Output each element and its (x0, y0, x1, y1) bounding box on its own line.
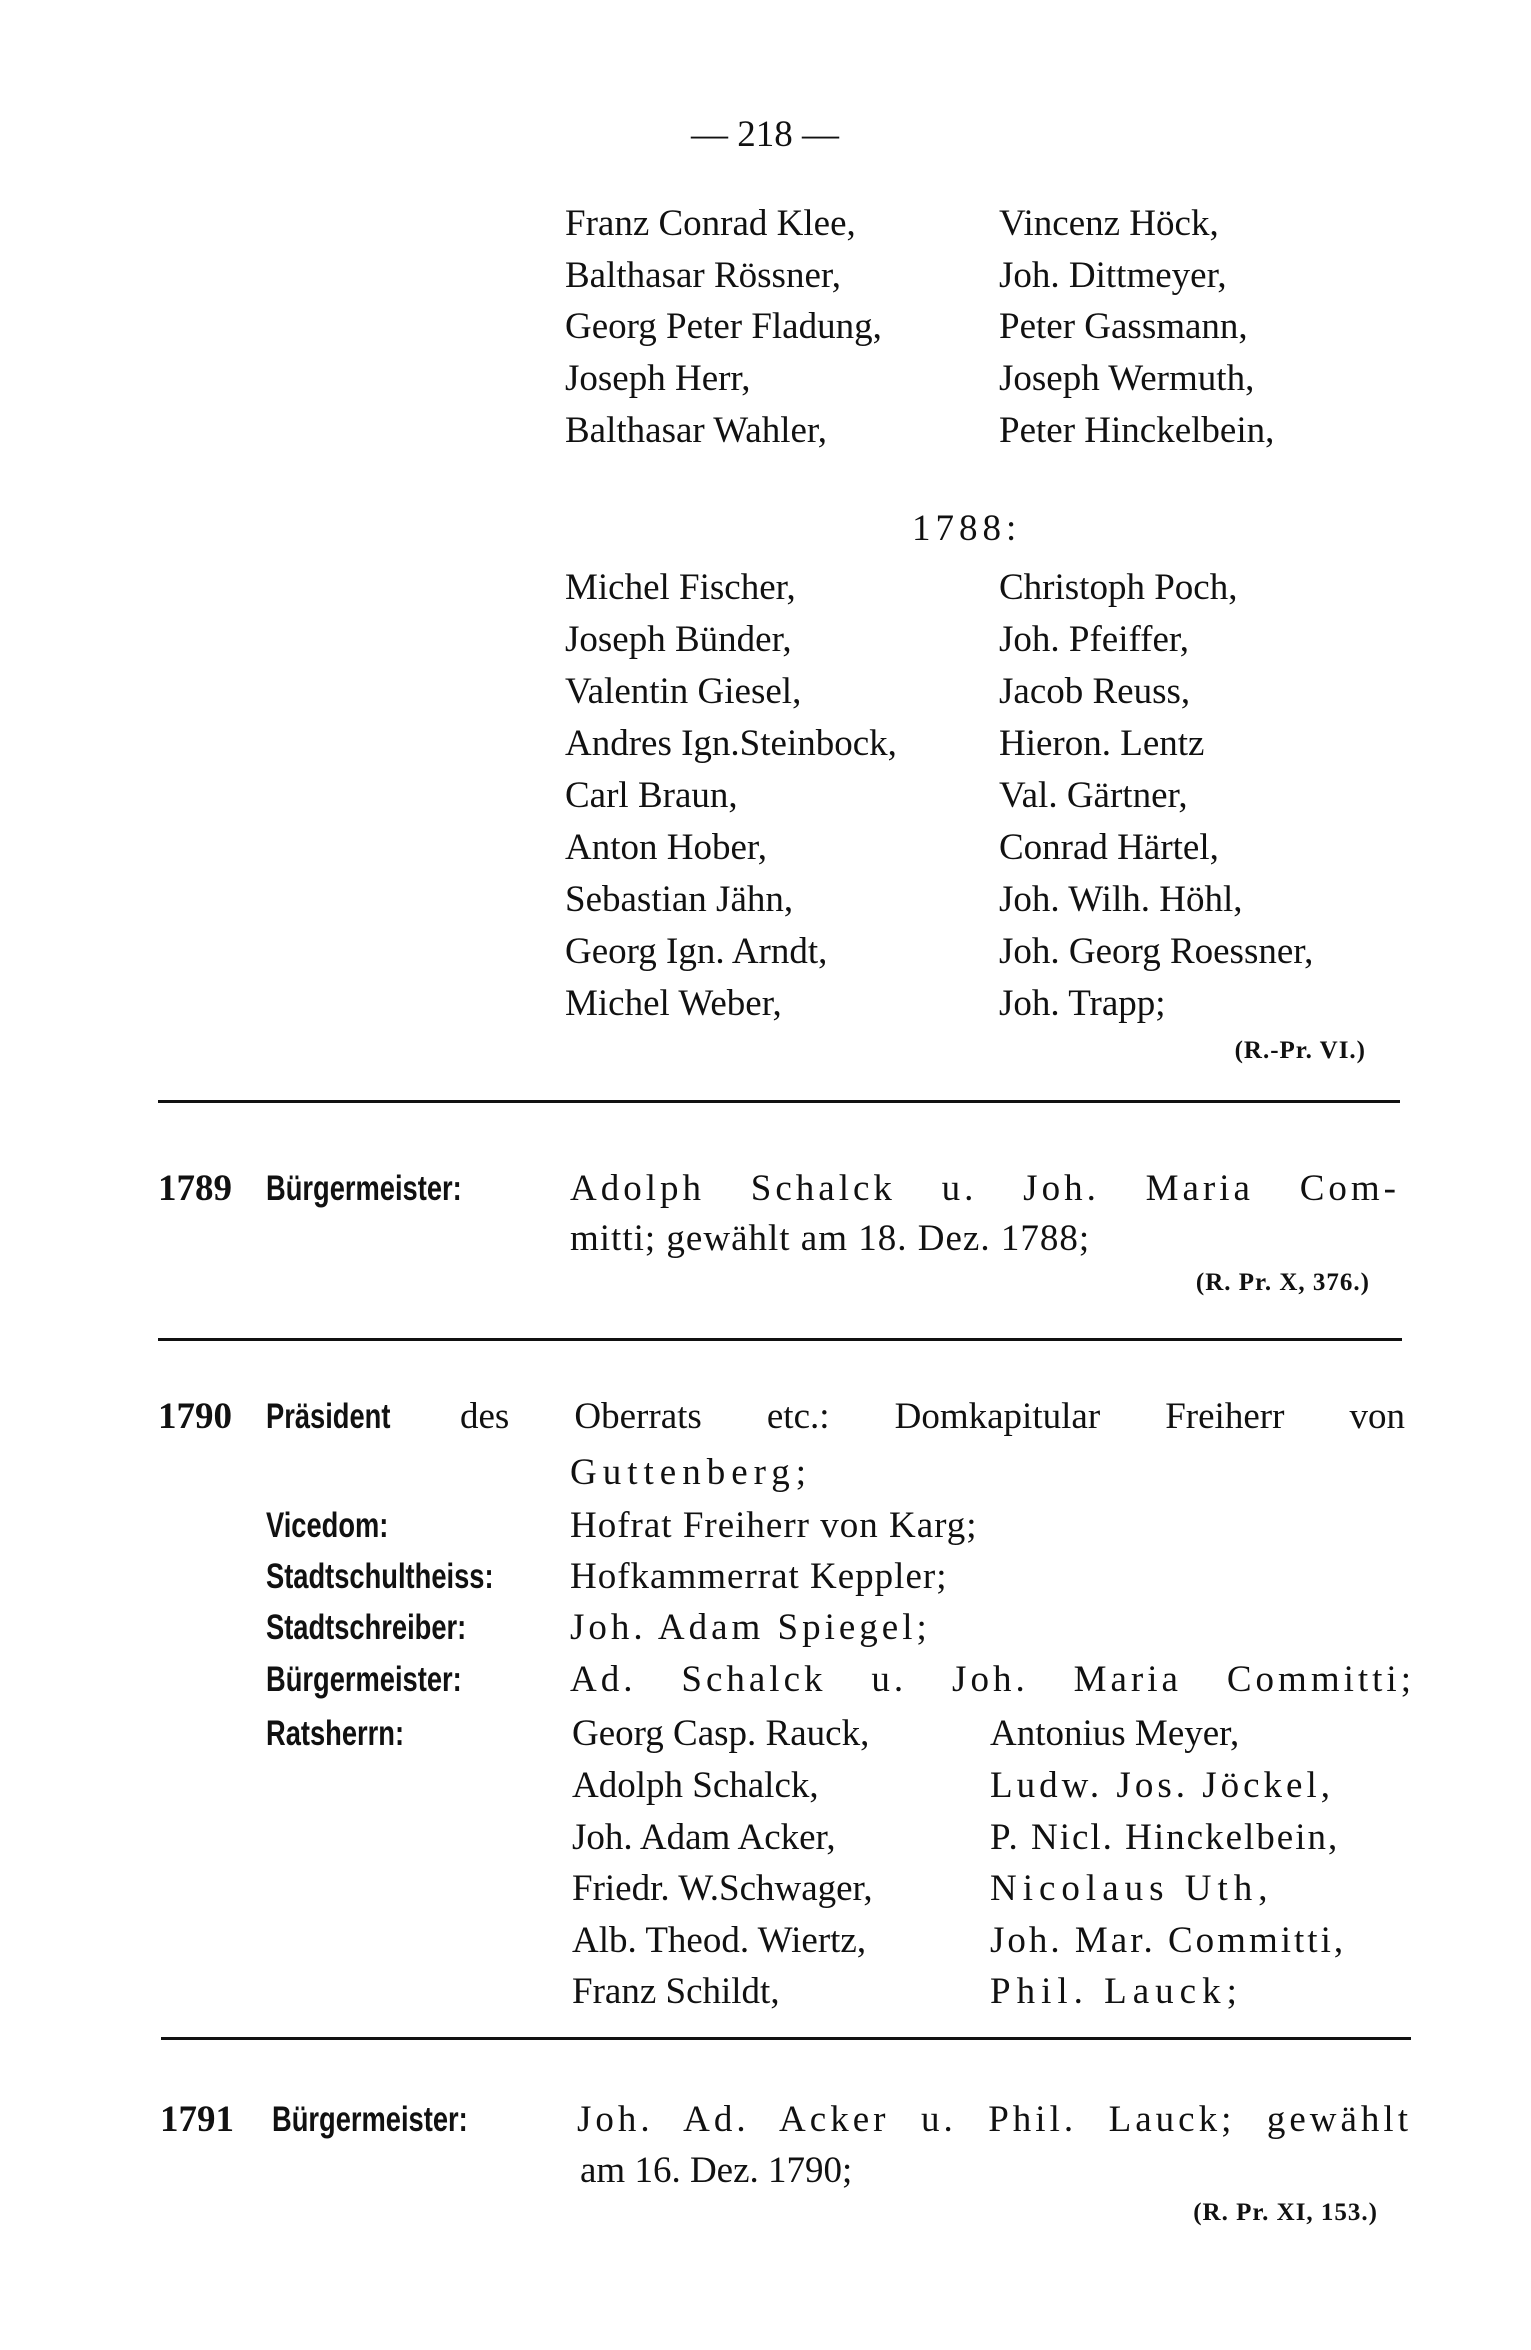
section-heading-1788: 1788: (912, 508, 1022, 549)
list-item: Jacob Reuss, (999, 671, 1191, 712)
list-item: Michel Weber, (565, 983, 782, 1024)
list-item: Joh. Dittmeyer, (999, 255, 1227, 296)
year-1790: 1790 (158, 1396, 232, 1437)
list-item: P. Nicl. Hinckelbein, (990, 1817, 1340, 1858)
list-item: Vincenz Höck, (999, 203, 1219, 244)
reference: (R.-Pr. VI.) (1234, 1037, 1366, 1064)
entry-text: mitti; gewählt am 18. Dez. 1788; (570, 1218, 1091, 1259)
list-item: Adolph Schalck, (572, 1765, 819, 1806)
list-item: Franz Schildt, (572, 1971, 780, 2012)
office-label: Präsident (266, 1397, 391, 1436)
list-item: Carl Braun, (565, 775, 738, 816)
entry-text: Adolph Schalck u. Joh. Maria Com- (570, 1168, 1400, 1209)
year-1791: 1791 (160, 2099, 234, 2140)
list-item: Joh. Trapp; (999, 983, 1166, 1024)
entry-text: am 16. Dez. 1790; (580, 2150, 853, 2191)
divider (158, 1338, 1402, 1341)
list-item: Georg Peter Fladung, (565, 306, 882, 347)
list-item: Joh. Pfeiffer, (999, 619, 1189, 660)
list-item: Joseph Herr, (565, 358, 751, 399)
entry-text: Ad. Schalck u. Joh. Maria Committi; (570, 1659, 1415, 1700)
entry-text: Joh. Ad. Acker u. Phil. Lauck; gewählt (577, 2099, 1412, 2140)
office-label: Bürgermeister: (266, 1169, 462, 1208)
entry-text: Joh. Adam Spiegel; (570, 1607, 931, 1648)
list-item: Georg Ign. Arndt, (565, 931, 828, 972)
divider (158, 1100, 1400, 1103)
entry-text: Guttenberg; (570, 1452, 813, 1493)
list-item: Alb. Theod. Wiertz, (572, 1920, 867, 1961)
list-item: Joh. Wilh. Höhl, (999, 879, 1243, 920)
page-number: — 218 — (691, 114, 839, 155)
list-item: Peter Hinckelbein, (999, 410, 1275, 451)
list-item: Peter Gassmann, (999, 306, 1248, 347)
entry-text: Hofrat Freiherr von Karg; (570, 1505, 978, 1546)
list-item: Christoph Poch, (999, 567, 1238, 608)
list-item: Joseph Bünder, (565, 619, 792, 660)
list-item: Joseph Wermuth, (999, 358, 1255, 399)
list-item: Anton Hober, (565, 827, 767, 868)
office-label: Ratsherrn: (266, 1714, 405, 1753)
list-item: Valentin Giesel, (565, 671, 802, 712)
reference: (R. Pr. X, 376.) (1195, 1269, 1370, 1296)
office-label: Stadtschultheiss: (266, 1557, 494, 1596)
list-item: Hieron. Lentz (999, 723, 1205, 764)
list-item: Georg Casp. Rauck, (572, 1713, 870, 1754)
year-1789: 1789 (158, 1168, 232, 1209)
office-label: Bürgermeister: (266, 1660, 462, 1699)
list-item: Phil. Lauck; (990, 1971, 1243, 2012)
list-item: Conrad Härtel, (999, 827, 1219, 868)
list-item: Andres Ign.Steinbock, (565, 723, 897, 764)
list-item: Michel Fischer, (565, 567, 796, 608)
list-item: Nicolaus Uth, (990, 1868, 1274, 1909)
list-item: Sebastian Jähn, (565, 879, 794, 920)
office-label: Bürgermeister: (272, 2100, 468, 2139)
list-item: Joh. Mar. Committi, (990, 1920, 1347, 1961)
entry-text: des Oberrats etc.: Domkapitular Freiherr von (460, 1396, 1405, 1437)
office-label: Vicedom: (266, 1506, 389, 1545)
reference: (R. Pr. XI, 153.) (1193, 2199, 1378, 2226)
list-item: Franz Conrad Klee, (565, 203, 856, 244)
list-item: Ludw. Jos. Jöckel, (990, 1765, 1334, 1806)
list-item: Friedr. W.Schwager, (572, 1868, 873, 1909)
list-item: Joh. Georg Roessner, (999, 931, 1314, 972)
entry-text: Hofkammerrat Keppler; (570, 1556, 948, 1597)
office-label: Stadtschreiber: (266, 1608, 467, 1647)
list-item: Antonius Meyer, (990, 1713, 1240, 1754)
list-item: Val. Gärtner, (999, 775, 1188, 816)
list-item: Balthasar Rössner, (565, 255, 841, 296)
divider (161, 2037, 1411, 2040)
list-item: Joh. Adam Acker, (572, 1817, 836, 1858)
list-item: Balthasar Wahler, (565, 410, 827, 451)
